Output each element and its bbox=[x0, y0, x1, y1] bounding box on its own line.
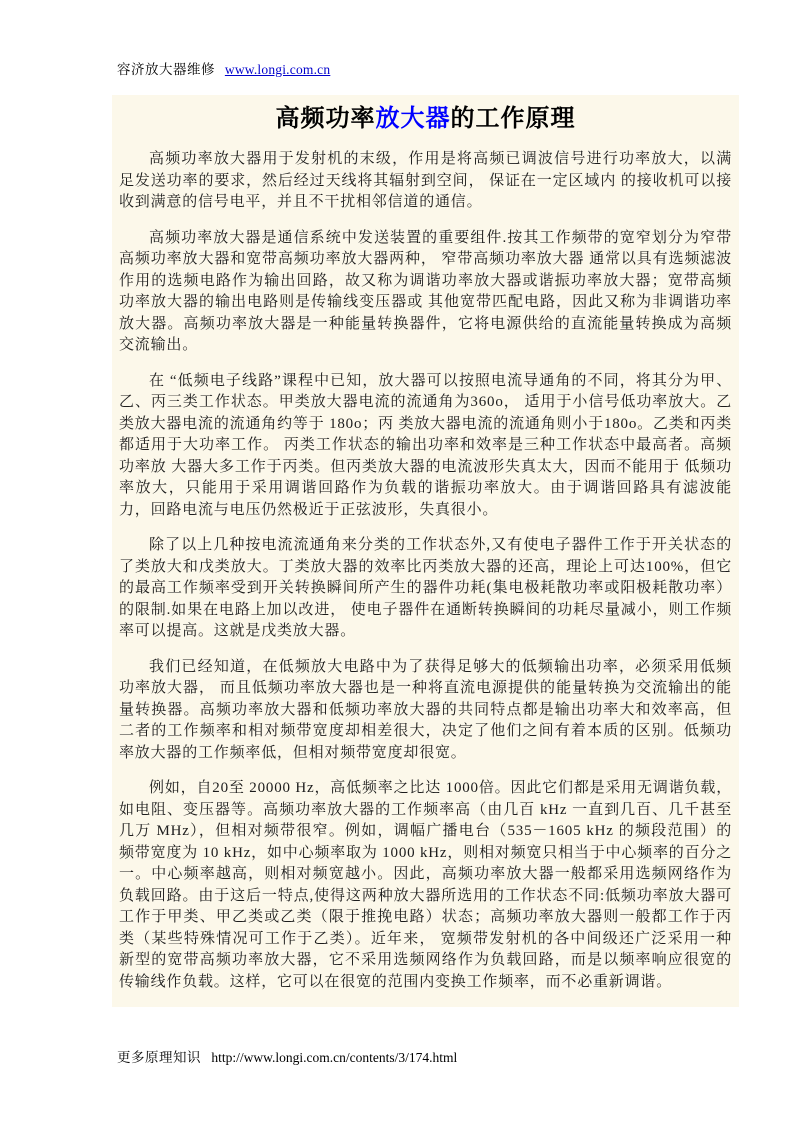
footer-label: 更多原理知识 bbox=[117, 1050, 201, 1065]
paragraph: 例如，自20至 20000 Hz，高低频率之比达 1000倍。因此它们都是采用无调谐负载，如电阻、变压器等。高频功率放大器的工作频率高（由几百 kHz 一直到几百、几千甚至几万 MHz），但相对频带很窄。例如，调幅广播电台（535－1605 kHz 的频段范围）的频带宽度为 10 kHz，如中心频率取为 1000 kHz，则相对频宽只相当于中心频率的百分之一。中心频率越高，则相对频宽越小。因此，高频功率放大器一般都采用选频网络作为负载回路。由于这后一特点,使得这两种放大器所选用的工作状态不同:低频功率放大器可工作于甲类、甲乙类或乙类（限于推挽电路）状态；高频功率放大器则一般都工作于丙类（某些特殊情况可工作于乙类）。近年来， 宽频带发射机的各中间级还广泛采用一种新型的宽带高频功率放大器，它不采用选频网络作为负载回路，而是以频率响应很宽的传输线作负载。这样，它可以在很宽的范围内变换工作频率，而不必重新调谐。 bbox=[119, 780, 732, 990]
article-title bbox=[117, 103, 734, 133]
paragraph: 我们已经知道，在低频放大电路中为了获得足够大的低频输出功率，必须采用低频功率放大器， 而且低频功率放大器也是一种将直流电源提供的能量转换为交流输出的能量转换器。高频功率放大器和低频功率放大器的共同特点都是输出功率大和效率高，但二者的工作频率和相对频带宽度却相差很大，决定了他们之间有着本质的区别。低频功率放大器的工作频率低，但相对频带宽度却很宽。 bbox=[119, 658, 732, 761]
article-content-block bbox=[112, 95, 739, 1007]
article-title-suffix: 的工作原理 bbox=[450, 104, 576, 132]
paragraph: 高频功率放大器是通信系统中发送装置的重要组件.按其工作频带的宽窄划分为窄带高频功率放大器和宽带高频功率放大器两种， 窄带高频功率放大器 通常以具有选频滤波作用的选频电路作为输出回路，故又称为调谐功率放大器或谐振功率放大器；宽带高频功率放大器的输出电路则是传输线变压器或 其他宽带匹配电路，因此又称为非调谐功率放大器。高频功率放大器是一种能量转换器件，它将电源供给的直流能量转换成为高频交流输出。 bbox=[119, 229, 732, 353]
article-title-prefix: 高频功率 bbox=[275, 104, 376, 132]
paragraph: 在 “低频电子线路”课程中已知，放大器可以按照电流导通角的不同，将其分为甲、乙、丙三类工作状态。甲类放大器电流的流通角为360o， 适用于小信号低功率放大。乙类放大器电流的流通角约等于 180o；丙 类放大器电流的流通角则小于180o。乙类和丙类都适用于大功率工作。 丙类工作状态的输出功率和效率是三种工作状态中最高者。高频功率放 大器大多工作于丙类。但丙类放大器的电流波形失真太大，因而不能用于 低频功率放大，只能用于采用调谐回路作为负载的谐振功率放大。由于调谐回路具有滤波能力，回路电流与电压仍然极近于正弦波形，失真很小。 bbox=[119, 372, 732, 518]
article-body bbox=[117, 149, 734, 993]
document-footer bbox=[117, 1046, 457, 1066]
footer-url-link[interactable]: http://www.longi.com.cn/contents/3/174.html bbox=[211, 1050, 458, 1065]
paragraph: 高频功率放大器用于发射机的末级，作用是将高频已调波信号进行功率放大，以满足发送功率的要求，然后经过天线将其辐射到空间， 保证在一定区域内 的接收机可以接收到满意的信号电平，并且不干扰相邻信道的通信。 bbox=[119, 151, 732, 210]
site-brand: 容济放大器维修 bbox=[117, 62, 215, 77]
article-title-highlight: 放大器 bbox=[375, 104, 451, 132]
document-header bbox=[117, 58, 330, 78]
paragraph: 除了以上几种按电流流通角来分类的工作状态外,又有使电子器件工作于开关状态的了类放大和戊类放大。丁类放大器的效率比丙类放大器的还高，理论上可达100%，但它的最高工作频率受到开关转换瞬间所产生的器件功耗(集电极耗散功率或阳极耗散功率）的限制.如果在电路上加以改进， 使电子器件在通断转换瞬间的功耗尽量减小，则工作频率可以提高。这就是戊类放大器。 bbox=[119, 537, 732, 639]
site-link[interactable]: www.longi.com.cn bbox=[224, 62, 331, 77]
